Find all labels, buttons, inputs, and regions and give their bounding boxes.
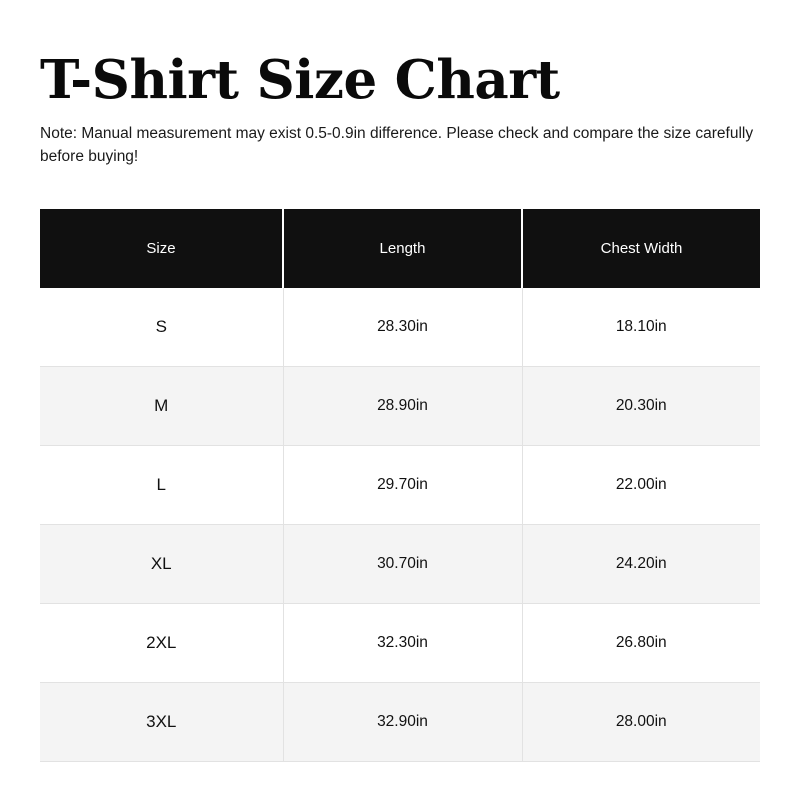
cell-size: 2XL <box>40 604 283 683</box>
cell-size: S <box>40 288 283 367</box>
column-header-chest-width: Chest Width <box>522 209 760 288</box>
cell-size: 3XL <box>40 683 283 762</box>
table-header-row <box>40 209 760 288</box>
cell-length: 30.70in <box>283 525 522 604</box>
cell-size: L <box>40 446 283 525</box>
cell-length: 32.30in <box>283 604 522 683</box>
size-chart-table <box>40 209 760 762</box>
cell-size: M <box>40 367 283 446</box>
table-row <box>40 367 760 446</box>
cell-chest-width: 24.20in <box>522 525 760 604</box>
table-row <box>40 446 760 525</box>
size-chart-table-wrapper <box>40 209 760 762</box>
page-title: T-Shirt Size Chart <box>40 49 560 111</box>
measurement-note: Note: Manual measurement may exist 0.5-0.9in difference. Please check and compare the size carefully before buying! <box>40 125 754 165</box>
cell-chest-width: 20.30in <box>522 367 760 446</box>
cell-chest-width: 22.00in <box>522 446 760 525</box>
table-row <box>40 288 760 367</box>
table-row <box>40 683 760 762</box>
column-header-length: Length <box>283 209 522 288</box>
cell-length: 28.30in <box>283 288 522 367</box>
cell-length: 28.90in <box>283 367 522 446</box>
cell-chest-width: 28.00in <box>522 683 760 762</box>
cell-chest-width: 18.10in <box>522 288 760 367</box>
table-row <box>40 604 760 683</box>
table-header <box>40 209 760 288</box>
table-row <box>40 525 760 604</box>
cell-chest-width: 26.80in <box>522 604 760 683</box>
column-header-size: Size <box>40 209 283 288</box>
cell-length: 32.90in <box>283 683 522 762</box>
cell-length: 29.70in <box>283 446 522 525</box>
cell-size: XL <box>40 525 283 604</box>
table-body <box>40 288 760 762</box>
